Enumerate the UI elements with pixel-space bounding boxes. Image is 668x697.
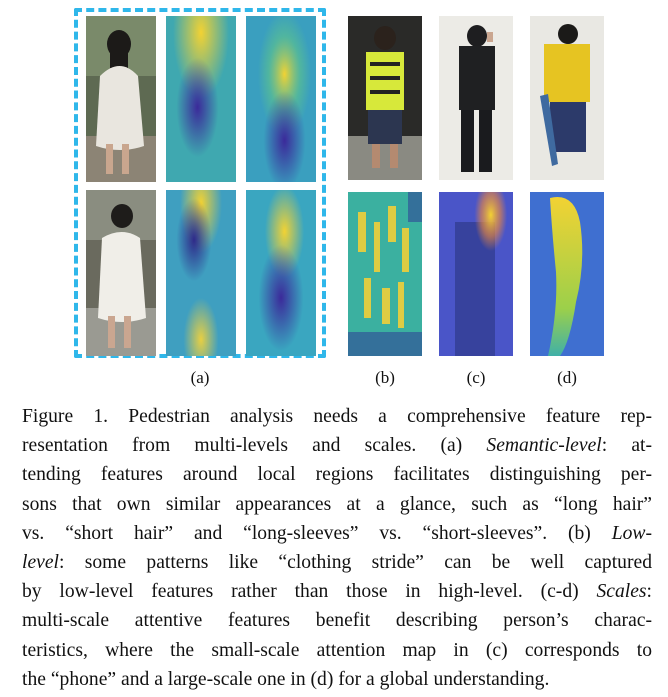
caption-line-4: sons that own similar appearances at a glance, such as “long hair” [22,493,652,515]
caption-line-9: teristics, where the small-scale attention map in (c) corresponds to [22,639,652,661]
a-heat-1b [246,16,316,182]
caption-line-8: multi-scale attentive features benefit describing person’s charac- [22,610,652,632]
d-photo [530,16,604,180]
a-heat-1a [166,16,236,182]
label-d: (d) [557,368,577,387]
label-c: (c) [466,368,486,387]
caption-line-6: level: some patterns like “clothing stride” can be well captured [22,552,652,574]
label-b: (b) [375,368,395,387]
caption-line-5: vs. “short hair” and “long-sleeves” vs. “short-sleeves”. (b) Low- [22,522,652,544]
a-photo-1 [86,16,156,182]
caption-line-10: the “phone” and a large-scale one in (d) for a global understanding. [22,668,550,690]
a-heat-2b [246,190,316,356]
d-heat [530,192,604,356]
a-photo-2 [86,190,156,356]
caption-line-2: resentation from multi-levels and scales. (a) Semantic-level: at- [22,435,652,457]
b-photo [348,16,422,180]
c-heat [439,192,513,356]
label-a: (a) [190,368,210,387]
caption-line-3: tending features around local regions facilitates distinguishing per- [22,464,652,486]
b-heat [348,192,422,356]
a-heat-2a [166,190,236,356]
c-photo [439,16,513,180]
figure-caption [22,402,652,694]
caption-line-7: by low-level features rather than those in high-level. (c-d) Scales: [22,581,652,603]
caption-line-1: Figure 1. Pedestrian analysis needs a comprehensive feature rep- [22,406,652,427]
